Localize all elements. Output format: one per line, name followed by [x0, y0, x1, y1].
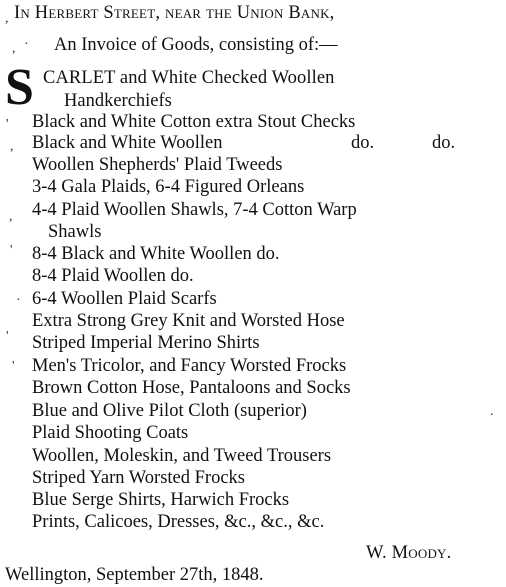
list-item: 8-4 Plaid Woollen do.: [32, 266, 194, 286]
list-item: 6-4 Woollen Plaid Scarfs: [32, 289, 217, 309]
ink-speck: ': [10, 243, 13, 258]
ink-speck: ,: [12, 41, 16, 56]
first-item-line: CARLET and White Checked Woollen: [43, 68, 335, 88]
list-item: Black and White Cotton extra Stout Checks: [32, 112, 356, 132]
list-item: Black and White Woollen: [32, 133, 223, 153]
list-item: Striped Imperial Merino Shirts: [32, 333, 260, 353]
ink-speck: ·: [24, 37, 29, 52]
invoice-line: An Invoice of Goods, consisting of:—: [54, 35, 338, 55]
list-item: Blue and Olive Pilot Cloth (superior): [32, 401, 307, 421]
dateline: Wellington, September 27th, 1848.: [5, 565, 264, 585]
ink-speck: ': [6, 329, 9, 344]
signature: W. Moody.: [366, 543, 452, 563]
first-item-continuation: Handkerchiefs: [64, 91, 172, 111]
list-item: Striped Yarn Worsted Frocks: [32, 468, 245, 488]
location-line: In Herbert Street, near the Union Bank,: [14, 3, 335, 23]
ink-speck: .: [490, 404, 494, 419]
ink-speck: ,: [9, 209, 13, 224]
ink-speck: ,: [5, 11, 9, 26]
drop-cap: S: [5, 59, 34, 116]
ink-speck: ,: [10, 139, 14, 154]
list-item: Woollen, Moleskin, and Tweed Trousers: [32, 446, 332, 466]
ink-speck: ': [6, 117, 9, 132]
list-item: Plaid Shooting Coats: [32, 423, 189, 443]
list-item: 4-4 Plaid Woollen Shawls, 7-4 Cotton Warp: [32, 200, 357, 220]
ink-speck: ·: [16, 293, 21, 308]
list-item-continuation: Shawls: [48, 222, 102, 242]
list-item: Woollen Shepherds' Plaid Tweeds: [32, 155, 283, 175]
ditto-mark: do.: [351, 133, 375, 153]
list-item: 8-4 Black and White Woollen do.: [32, 244, 280, 264]
ink-speck: ': [12, 359, 15, 374]
list-item: Extra Strong Grey Knit and Worsted Hose: [32, 311, 345, 331]
list-item: Prints, Calicoes, Dresses, &c., &c., &c.: [32, 512, 325, 532]
list-item: 3-4 Gala Plaids, 6-4 Figured Orleans: [32, 177, 305, 197]
ditto-mark: do.: [432, 133, 456, 153]
list-item: Brown Cotton Hose, Pantaloons and Socks: [32, 378, 351, 398]
list-item: Blue Serge Shirts, Harwich Frocks: [32, 490, 290, 510]
list-item: Men's Tricolor, and Fancy Worsted Frocks: [32, 356, 347, 376]
